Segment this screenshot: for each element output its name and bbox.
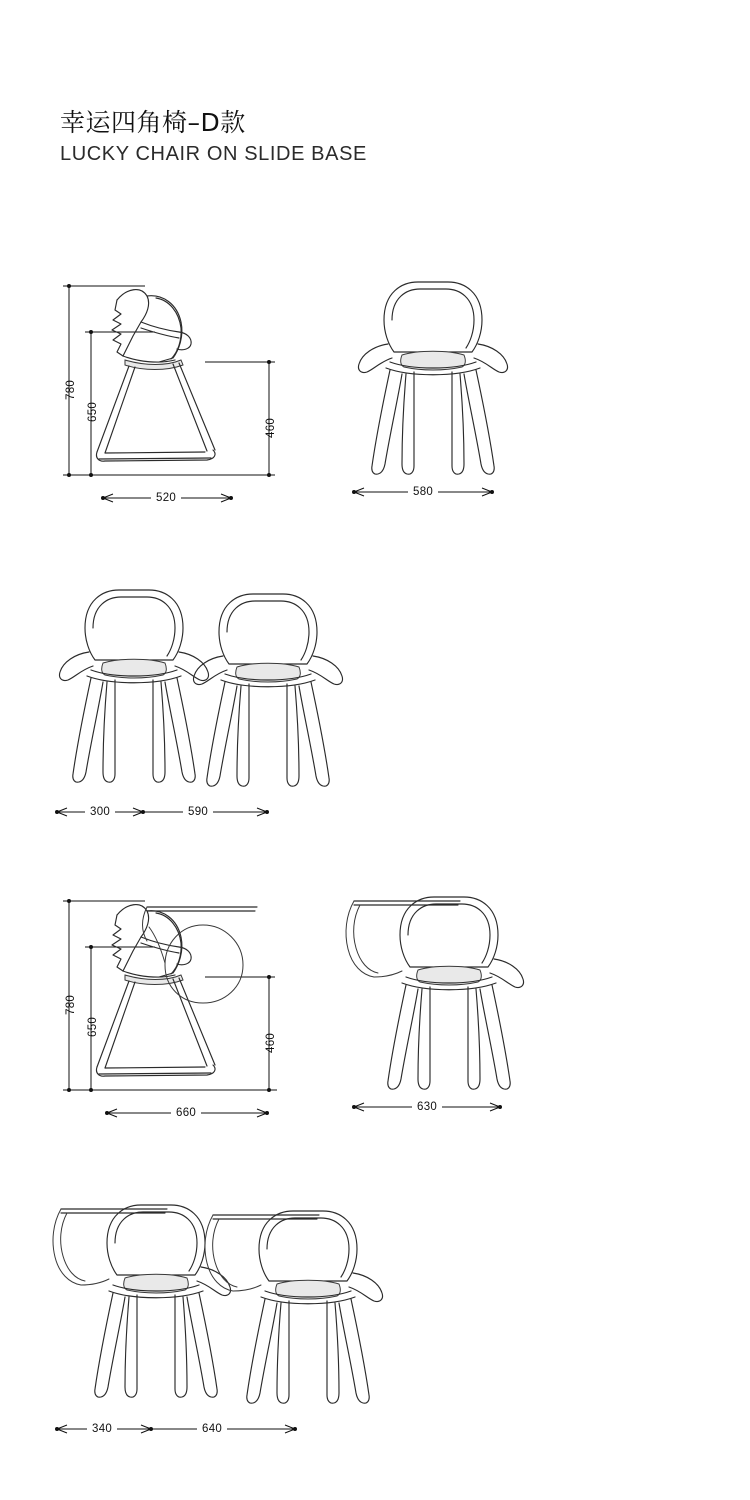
drawing-chair-front-view <box>340 270 540 520</box>
chair-tablet-rear <box>53 1205 231 1397</box>
figure-chairs-stacked <box>55 580 355 840</box>
dim-label-660: 660 <box>171 1107 201 1119</box>
figure-chair-front-view <box>340 270 540 520</box>
chair-tablet-front <box>205 1211 383 1403</box>
dim-label-650-tablet: 650 <box>87 1016 99 1037</box>
title-english: LUCKY CHAIR ON SLIDE BASE <box>60 143 367 165</box>
dimension-lines <box>63 899 277 1117</box>
chair-outline-side-tablet <box>96 905 257 1077</box>
dim-label-460-tablet: 460 <box>265 1032 277 1053</box>
chair-outline-front <box>358 282 507 474</box>
chair-outline-side <box>96 290 215 462</box>
drawing-chairs-tablet-stacked <box>55 1195 385 1455</box>
dim-label-460: 460 <box>265 417 277 438</box>
chair-outline-front-rear <box>59 590 208 782</box>
dim-label-780-tablet: 780 <box>65 994 77 1015</box>
figure-chair-side-view <box>55 270 345 520</box>
dim-label-590: 590 <box>183 806 213 818</box>
figure-chairs-tablet-stacked <box>55 1195 385 1455</box>
drawing-chair-tablet-side-view <box>55 885 355 1135</box>
dimension-lines <box>63 284 275 502</box>
chair-outline-front-tablet <box>346 897 524 1089</box>
dim-label-300: 300 <box>85 806 115 818</box>
dim-label-780: 780 <box>65 379 77 400</box>
page-title <box>60 108 367 166</box>
drawing-chair-tablet-front-view <box>340 885 560 1135</box>
dim-label-520: 520 <box>151 492 181 504</box>
chair-outline-front-front <box>193 594 342 786</box>
dim-label-630: 630 <box>412 1101 442 1113</box>
title-chinese: 幸运四角椅–D款 <box>60 108 246 137</box>
figure-chair-tablet-side-view <box>55 885 355 1135</box>
figure-chair-tablet-front-view <box>340 885 560 1135</box>
drawing-chair-side-view <box>55 270 345 520</box>
dim-label-640: 640 <box>197 1423 227 1435</box>
dim-label-650: 650 <box>87 401 99 422</box>
drawing-chairs-stacked <box>55 580 355 840</box>
dim-label-340: 340 <box>87 1423 117 1435</box>
dim-label-580: 580 <box>408 486 438 498</box>
